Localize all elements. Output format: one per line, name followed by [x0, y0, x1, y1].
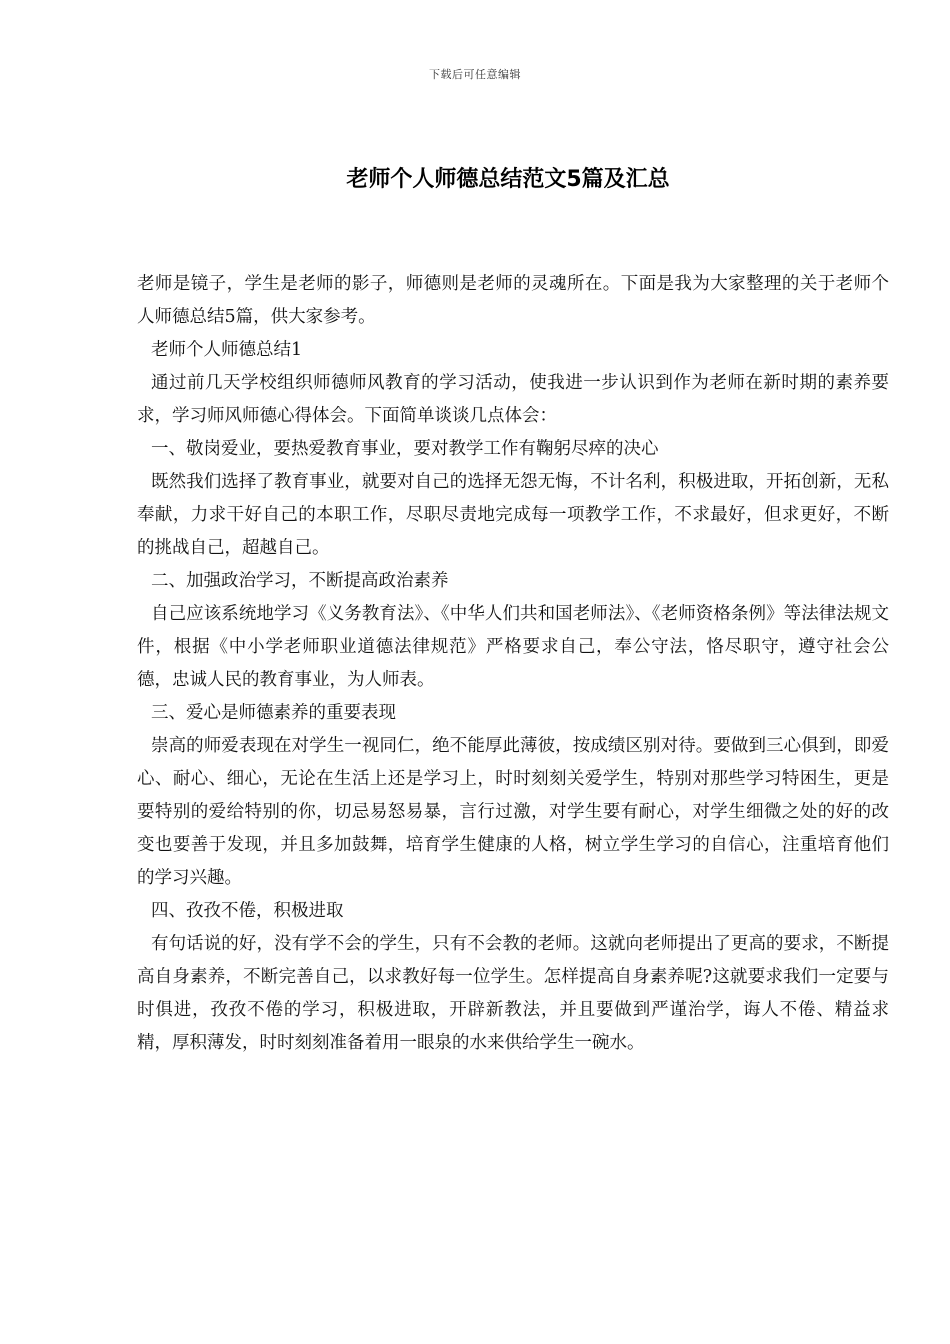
- body-paragraph: 有句话说的好，没有学不会的学生，只有不会教的老师。这就向老师提出了更高的要求，不断提高自身素养，不断完善自己，以求教好每一位学生。怎样提高自身素养呢?这就要求我们一定要与时俱进，孜孜不倦的学习，积极进取，开辟新教法，并且要做到严谨治学，诲人不倦、精益求精，厚积薄发，时时刻刻准备着用一眼泉的水来供给学生一碗水。: [137, 934, 889, 1053]
- document-title: 老师个人师德总结范文5篇及汇总: [346, 167, 670, 192]
- intro-paragraph: 老师是镜子，学生是老师的影子，师德则是老师的灵魂所在。下面是我为大家整理的关于老师个人师德总结5篇，供大家参考。: [137, 274, 889, 327]
- section-heading: 老师个人师德总结1: [151, 340, 303, 360]
- body-paragraph: 崇高的师爱表现在对学生一视同仁，绝不能厚此薄彼，按成绩区别对待。要做到三心俱到，即爱心、耐心、细心，无论在生活上还是学习上，时时刻刻关爱学生，特别对那些学习特困生，更是要特别的爱给特别的你，切忌易怒易暴，言行过激，对学生要有耐心，对学生细微之处的好的改变也要善于发现，并且多加鼓舞，培育学生健康的人格，树立学生学习的自信心，注重培育他们的学习兴趣。: [137, 736, 889, 888]
- point-heading: 三、爱心是师德素养的重要表现: [151, 703, 396, 723]
- point-heading: 四、孜孜不倦，积极进取: [151, 901, 344, 921]
- document-body: [137, 268, 889, 1060]
- body-paragraph: 自己应该系统地学习《义务教育法》、《中华人们共和国老师法》、《老师资格条例》等法律法规文件，根据《中小学老师职业道德法律规范》严格要求自己，奉公守法，恪尽职守，遵守社会公德，忠诚人民的教育事业，为人师表。: [137, 604, 889, 690]
- point-heading: 二、加强政治学习，不断提高政治素养: [151, 571, 449, 591]
- point-heading: 一、敬岗爱业，要热爱教育事业，要对教学工作有鞠躬尽瘁的决心: [151, 439, 659, 459]
- header-note: 下载后可任意编辑: [429, 68, 521, 81]
- body-paragraph: 既然我们选择了教育事业，就要对自己的选择无怨无悔，不计名利，积极进取，开拓创新，无私奉献，力求干好自己的本职工作，尽职尽责地完成每一项教学工作，不求最好，但求更好，不断的挑战自己，超越自己。: [137, 472, 889, 558]
- body-paragraph: 通过前几天学校组织师德师风教育的学习活动，使我进一步认识到作为老师在新时期的素养要求，学习师风师德心得体会。下面简单谈谈几点体会：: [137, 373, 889, 426]
